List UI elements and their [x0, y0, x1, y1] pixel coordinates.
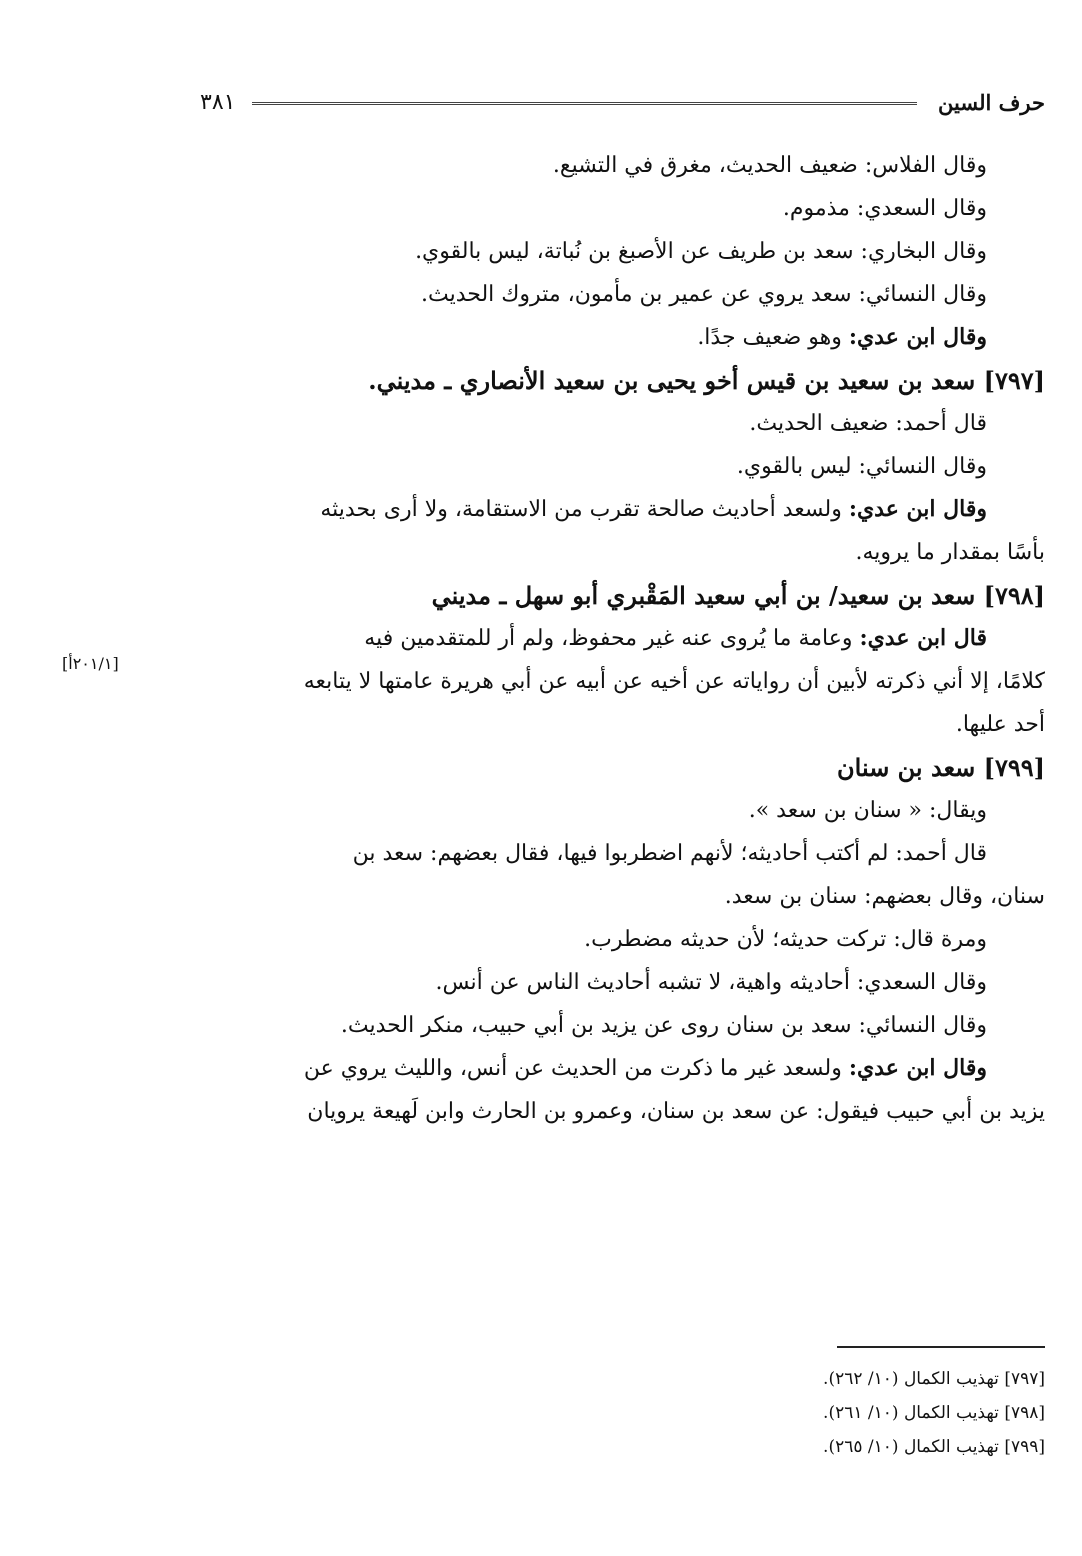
- header-rule: [252, 102, 917, 105]
- line-text: وقال الفلاس: ضعيف الحديث، مغرق في التشيع.: [552, 153, 987, 178]
- text-line: [163, 144, 1045, 187]
- line-text: [٧٩٩] سعد بن سنان: [837, 753, 1045, 782]
- running-title: حرف السين: [938, 90, 1045, 115]
- line-text: ولسعد أحاديث صالحة تقرب من الاستقامة، ولا أرى بحديثه: [320, 497, 849, 522]
- footnotes: [445, 1362, 1045, 1464]
- line-text: وقال السعدي: أحاديثه واهية، لا تشبه أحاديث الناس عن أنس.: [435, 970, 987, 995]
- line-text: وقال السعدي: مذموم.: [782, 196, 987, 221]
- line-text: ويقال: « سنان بن سعد ».: [748, 798, 987, 823]
- footnote: [٧٩٧] تهذيب الكمال (١٠/ ٢٦٢).: [823, 1369, 1045, 1389]
- line-text: يزيد بن أبي حبيب فيقول: عن سعد بن سنان، وعمرو بن الحارث وابن لَهيعة يرويان: [307, 1099, 1045, 1124]
- line-text: ومرة قال: تركت حديثه؛ لأن حديثه مضطرب.: [584, 927, 987, 952]
- line-text: سنان، وقال بعضهم: سنان بن سعد.: [724, 884, 1045, 909]
- speaker-lead: قال ابن عدي:: [859, 625, 987, 651]
- footnote: [٧٩٩] تهذيب الكمال (١٠/ ٢٦٥).: [823, 1437, 1045, 1457]
- text-line: [163, 531, 1045, 574]
- text-line: [163, 1090, 1045, 1133]
- text-line: [163, 918, 1045, 961]
- text-line: [163, 402, 1045, 445]
- text-line: [163, 187, 1045, 230]
- text-line: [163, 832, 1045, 875]
- line-text: وعامة ما يُروى عنه غير محفوظ، ولم أر للمتقدمين فيه: [364, 626, 860, 651]
- text-line: [163, 1047, 1045, 1090]
- line-text: وقال النسائي: سعد يروي عن عمير بن مأمون، متروك الحديث.: [421, 282, 987, 307]
- text-line: [163, 316, 1045, 359]
- line-text: وقال النسائي: سعد بن سنان روى عن يزيد بن أبي حبيب، منكر الحديث.: [340, 1013, 987, 1038]
- page-header: [200, 84, 1045, 124]
- line-text: أحد عليها.: [955, 712, 1045, 737]
- text-line: [163, 660, 1045, 703]
- text-line: [163, 961, 1045, 1004]
- text-line: [163, 703, 1045, 746]
- line-text: ولسعد غير ما ذكرت من الحديث عن أنس، والليث يروي عن: [303, 1056, 849, 1081]
- main-text: [163, 144, 1045, 1133]
- text-line: [163, 230, 1045, 273]
- line-text: [٧٩٨] سعد بن سعيد/ بن أبي سعيد المَقْبري أبو سهل ـ مديني: [431, 581, 1045, 610]
- line-text: قال أحمد: ضعيف الحديث.: [749, 411, 987, 436]
- line-text: قال أحمد: لم أكتب أحاديثه؛ لأنهم اضطربوا فيها، فقال بعضهم: سعد بن: [352, 841, 987, 866]
- footnote-rule: [837, 1346, 1045, 1348]
- line-text: وقال البخاري: سعد بن طريف عن الأصبغ بن نُباتة، ليس بالقوي.: [415, 239, 987, 264]
- text-line: [163, 1004, 1045, 1047]
- line-text: كلامًا، إلا أني ذكرته لأبين أن رواياته عن أخيه عن أبيه عن أبي هريرة عامتها لا يتابعه: [303, 669, 1045, 694]
- manuscript-folio-note: [٢٠١/١أ]: [62, 654, 119, 673]
- text-line: [163, 273, 1045, 316]
- line-text: وهو ضعيف جدًا.: [697, 325, 849, 350]
- text-line: [163, 875, 1045, 918]
- text-line: [163, 488, 1045, 531]
- text-line: [163, 445, 1045, 488]
- footnote: [٧٩٨] تهذيب الكمال (١٠/ ٢٦١).: [823, 1403, 1045, 1423]
- text-line: [163, 789, 1045, 832]
- text-line: [163, 617, 1045, 660]
- line-text: بأسًا بمقدار ما يرويه.: [855, 540, 1045, 565]
- speaker-lead: وقال ابن عدي:: [848, 324, 987, 350]
- page-number: ٣٨١: [200, 90, 236, 115]
- line-text: وقال النسائي: ليس بالقوي.: [736, 454, 987, 479]
- entry-heading: [163, 359, 1045, 402]
- entry-heading: [163, 746, 1045, 789]
- speaker-lead: وقال ابن عدي:: [848, 1055, 987, 1081]
- entry-heading: [163, 574, 1045, 617]
- speaker-lead: وقال ابن عدي:: [848, 496, 987, 522]
- line-text: [٧٩٧] سعد بن سعيد بن قيس أخو يحيى بن سعيد الأنصاري ـ مديني.: [368, 366, 1045, 395]
